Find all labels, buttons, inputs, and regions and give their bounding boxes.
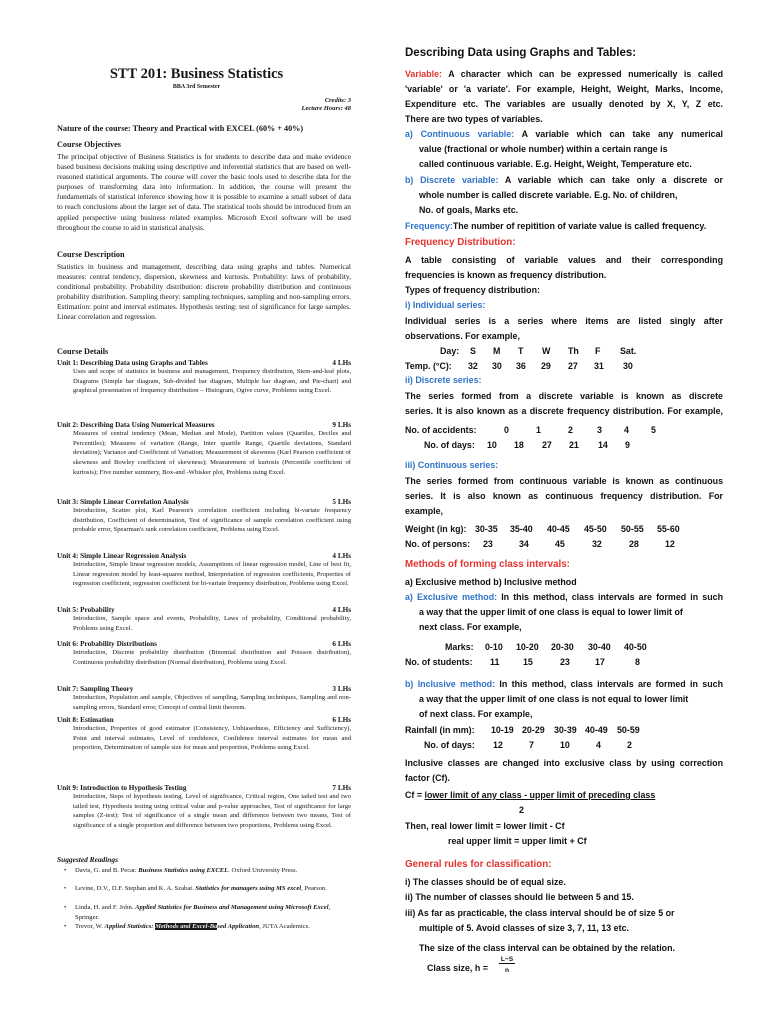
table-cell: 7 [529, 740, 534, 750]
text-line: There are two types of variables. [405, 114, 543, 124]
text-line: 'variable' or 'a variate'. For example, Height, Weight, Marks, Income, [405, 84, 723, 94]
course-title: STT 201: Business Statistics [109, 66, 284, 82]
discrete-series-table [405, 424, 763, 454]
reading-item: • Trevor, W. Applied Statistics: Methods and Excel-Based Application, JUTA Academics. [64, 923, 310, 930]
table-cell: 32 [468, 361, 478, 371]
table-cell: 3 [597, 425, 602, 435]
rules-heading: General rules for classification: [405, 859, 552, 870]
table-cell: 4 [596, 740, 601, 750]
unit-body: Uses and scope of statistics in business and management, Frequency distribution, Stem-and-leaf plots, Diagrams (Simple bar diagram, Sub-divided bar diagram, Multiple bar diagram, and Pie-chart) and graphical presentation of frequency distribution – Histogram, Ogive curve, Problems using Excel. [73, 368, 351, 395]
unit-body: Measures of central tendency (Mean, Median and Mode), Partition values (Quartiles, Deciles and Percentiles); Measures of variation (Range, Inter quartile Range, Quartile deviations, Standard deviation); Variance and Coefficient of Variation; Measurement of skewness (Karl Pearson coefficient of skewness and Bowley coefficient of skewness); Measurement of kurtosis (Percentile coefficient of kurtosis); Five number summery, Box-and -Whisker plot, Problems using Excel. [73, 430, 351, 476]
details-heading: Course Details [57, 347, 109, 356]
table-cell: 30 [623, 361, 633, 371]
table-cell: 30 [492, 361, 502, 371]
text-line: next class. For example, [419, 622, 522, 632]
text-line: called continuous variable. E.g. Height, Weight, Temperature etc. [419, 159, 692, 169]
inclusive-table [405, 724, 763, 754]
table-cell: 20-30 [551, 642, 574, 652]
class-size-label: Class size, h = [427, 963, 488, 973]
unit-title: Unit 5: Probability [57, 606, 115, 614]
table-cell: 10 [487, 440, 497, 450]
credits-label: Credits: 3 [324, 97, 351, 104]
table-cell: 40-49 [585, 725, 608, 735]
table-cell: 2 [627, 740, 632, 750]
table-cell: 10-20 [516, 642, 539, 652]
table-cell: 50-59 [617, 725, 640, 735]
methods-heading: Methods of forming class intervals: [405, 559, 570, 570]
unit-body: Introduction, Scatter plot, Karl Pearson's correlation coefficient including bi-variate frequency distribution, Coefficient of determination, Test of significance of sample correlation coefficient using probable error, Spearman's rank correlation coefficient, Problems using Excel. [73, 507, 351, 534]
continuous-series-heading: iii) Continuous series: [405, 460, 499, 470]
table-cell: 0 [504, 425, 509, 435]
text-line: whole number is called discrete variable. E.g. No. of children, [419, 190, 678, 200]
unit-body: Introduction, Sample space and events, Probability, Laws of probability, Conditional probability, Problems using Excel. [73, 615, 351, 632]
unit-hours: 6 LHs [332, 716, 351, 724]
table-cell: Th [568, 346, 579, 356]
table-cell: 11 [490, 657, 500, 667]
text-line: Expenditure etc. The variables are usually denoted by X, Y, Z etc. [405, 99, 723, 109]
text-line: factor (Cf). [405, 773, 450, 783]
rain-days-label: No. of days: [424, 740, 475, 750]
table-cell: 35-40 [510, 524, 533, 534]
unit-3 [57, 498, 351, 535]
table-cell: 30-39 [554, 725, 577, 735]
class-size-numerator: L−S [500, 956, 514, 963]
table-cell: S [470, 346, 476, 356]
exclusive-table [405, 641, 763, 671]
unit-title: Unit 2: Describing Data Using Numerical Measures [57, 421, 215, 429]
text-line: observations. For example, [405, 331, 520, 341]
table-cell: 12 [665, 539, 675, 549]
exclusive-method-line: a) Exclusive method: In this method, class intervals are formed in such [405, 592, 724, 602]
cf-numerator: lower limit of any class - upper limit of preceding class [424, 790, 656, 800]
description-heading: Course Description [57, 250, 125, 259]
text-line: series. It is also known as continuous frequency distribution. For [405, 491, 723, 501]
table-cell: W [542, 346, 551, 356]
students-label: No. of students: [405, 657, 473, 667]
unit-title: Unit 4: Simple Linear Regression Analysis [57, 552, 187, 560]
text-line: value (fractional or whole number) within a certain range is [419, 144, 668, 154]
bullet-icon: • [64, 904, 67, 911]
temp-label: Temp. (°C): [405, 361, 452, 371]
rule-item: multiple of 5. Avoid classes of size 3, 7, 11, 13 etc. [419, 923, 629, 933]
bullet-icon: • [64, 923, 67, 930]
table-cell: 55-60 [657, 524, 680, 534]
unit-title: Unit 3: Simple Linear Correlation Analysis [57, 498, 189, 506]
unit-hours: 7 LHs [332, 784, 351, 792]
table-cell: 27 [542, 440, 552, 450]
unit-body: Introduction, Simple linear regression models, Assumptions of linear regression model, Line of best fit, Linear regression model by least-squares method, Interpretation of regression coefficients, Properties of regression coefficient, regression coefficient for bi-variate frequency distribution, Problems using Excel. [73, 561, 351, 588]
weight-label: Weight (in kg): [405, 524, 467, 534]
text-line: No. of goals, Marks etc. [419, 205, 519, 215]
table-cell: 12 [493, 740, 503, 750]
table-cell: 30-35 [475, 524, 498, 534]
unit-hours: 4 LHs [332, 359, 351, 367]
table-cell: 23 [560, 657, 570, 667]
objectives-heading: Course Objectives [57, 140, 121, 149]
text-line: The series formed from a discrete variable is known as discrete [405, 391, 723, 401]
class-size-denominator: n [504, 967, 510, 974]
page-title: Describing Data using Graphs and Tables: [405, 47, 637, 59]
unit-title: Unit 7: Sampling Theory [57, 685, 134, 693]
bullet-icon: • [64, 867, 67, 874]
unit-9 [57, 784, 351, 831]
table-cell: 10 [560, 740, 570, 750]
bullet-icon: • [64, 885, 67, 892]
inclusive-method-line: b) Inclusive method: In this method, class intervals are formed in such [405, 679, 724, 689]
table-cell: 29 [541, 361, 551, 371]
correction-factor-formula [405, 789, 655, 801]
unit-title: Unit 9: Introduction to Hypothesis Testing [57, 784, 187, 792]
table-cell: 30-40 [588, 642, 611, 652]
real-upper-limit: real upper limit = upper limit + Cf [448, 836, 587, 846]
unit-hours: 5 LHs [332, 498, 351, 506]
text-line: Individual series is a series where items are listed singly after [405, 316, 723, 326]
description-text: Statistics in business and management, describing data using graphs and tables. Numerical measures: central tendency, dispersion, skewness and kurtosis. Probability: laws of probability, conditional probability. Probability distribution: discrete probability distribution and continuous probability distribution. Sampling theory: sampling techniques, sampling and non-sampling errors. Estimation: point and interval estimates. Hypothesis testing: test of significance for large samples. Linear correlation and regression. [57, 262, 351, 322]
unit-body: Introduction, Steps of hypothesis testing, Level of significance, Critical region, One tailed test and two tailed test, Hypothesis testing using critical value and p-value approaches, Test of significance for large samples (Z-test): Test of significance of a single mean and difference between two means, Test of significance of a single proportion and difference between two proportions, Problems using Excel. [73, 793, 351, 830]
unit-7 [57, 685, 351, 712]
table-cell: Sat. [620, 346, 637, 356]
table-cell: 17 [595, 657, 605, 667]
text-line: a way that the upper limit of one class is equal to lower limit of [419, 607, 683, 617]
text-line: A table consisting of variable values and their corresponding [405, 255, 723, 265]
rule-item: iii) As far as practicable, the class interval should be of size 5 or [405, 908, 675, 918]
methods-list: a) Exclusive method b) Inclusive method [405, 577, 577, 587]
individual-series-table [405, 345, 763, 375]
table-cell: 9 [625, 440, 630, 450]
marks-label: Marks: [445, 642, 474, 652]
semester-label: BBA 3rd Semester [172, 84, 221, 90]
frequency-line: Frequency:The number of repitition of variate value is called frequency. [405, 221, 707, 231]
class-size-text: The size of the class interval can be obtained by the relation. [419, 943, 675, 953]
continuous-variable-line: a) Continuous variable: A variable which can take any numerical [405, 129, 723, 139]
table-cell: 32 [592, 539, 602, 549]
unit-6 [57, 640, 351, 667]
unit-title: Unit 1: Describing Data using Graphs and Tables [57, 359, 208, 367]
reading-item: • Levine, D.V., D.F. Stephan and K. A. Szabat. Statistics for managers using MS excel, Pearson. [64, 885, 327, 892]
accidents-label: No. of accidents: [405, 425, 477, 435]
table-cell: 28 [629, 539, 639, 549]
cf-label: Cf = [405, 790, 423, 800]
unit-1 [57, 359, 351, 396]
unit-body: Introduction, Properties of good estimator (Consistency, Unbiasedness, Efficiency and Sufficiency), Point and interval estimates, Level of confidence, Confidence interval estimates for mean and proportion, Determination of sample size for mean and proportion, Problems using Excel. [73, 725, 351, 752]
unit-5 [57, 606, 351, 633]
text-line: a way that the upper limit of one class is not equal to lower limit [419, 694, 689, 704]
redaction-highlight: Methods and Excel-Ba [155, 923, 218, 930]
table-cell: 31 [594, 361, 604, 371]
rule-item: ii) The number of classes should lie between 5 and 15. [405, 892, 634, 902]
course-nature: Nature of the course: Theory and Practical with EXCEL (60% + 40%) [57, 124, 304, 133]
unit-hours: 6 LHs [332, 640, 351, 648]
individual-series-heading: i) Individual series: [405, 300, 486, 310]
table-cell: 8 [635, 657, 640, 667]
unit-4 [57, 552, 351, 589]
persons-label: No. of persons: [405, 539, 471, 549]
rainfall-label: Rainfall (in mm): [405, 725, 475, 735]
unit-title: Unit 8: Estimation [57, 716, 114, 724]
table-cell: 5 [651, 425, 656, 435]
day-label: Day: [440, 346, 460, 356]
table-cell: 36 [516, 361, 526, 371]
unit-body: Introduction, Population and sample, Objectives of sampling, Sampling techniques, Sampling and non-sampling errors, Standard error, Concept of central limit theorem. [73, 694, 351, 711]
table-cell: 40-45 [547, 524, 570, 534]
readings-heading: Suggested Readings [57, 855, 118, 864]
continuous-series-table [405, 523, 763, 553]
table-cell: 45 [555, 539, 565, 549]
table-cell: 14 [598, 440, 608, 450]
table-cell: M [493, 346, 501, 356]
table-cell: 2 [568, 425, 573, 435]
table-cell: 40-50 [624, 642, 647, 652]
rule-item: i) The classes should be of equal size. [405, 877, 566, 887]
objectives-text: The principal objective of Business Statistics is for students to describe data and make evidence based business decisions making using descriptive and inferential statistics that are based on well-reasoned statistical arguments. The course will cover the basic tools used to describe data for the purposes of transforming data into information. In addition, the course will present the fundamentals of statistical inference showing how it is possible to examine a small subset of data to reach conclusions about the larger set of data. The statistical tools should be introduced from an applied perspective using business related examples. Microsoft Excel software will be used throughout the course to aid in statistical analysis. [57, 152, 351, 232]
table-cell: 20-29 [522, 725, 545, 735]
unit-8 [57, 716, 351, 753]
unit-hours: 4 LHs [332, 606, 351, 614]
table-cell: 34 [519, 539, 529, 549]
text-line: Types of frequency distribution: [405, 285, 540, 295]
reading-item: • Linda, H. and F. John. Applied Statistics for Business and Management using Microsoft Excel, Springer. [64, 904, 331, 921]
table-cell: 15 [523, 657, 533, 667]
text-line: The series formed from continuous variable is known as continuous [405, 476, 723, 486]
text-line: series. It is also known as a discrete frequency distribution. For example, [405, 406, 723, 416]
real-lower-limit: Then, real lower limit = lower limit - Cf [405, 821, 565, 831]
unit-hours: 4 LHs [332, 552, 351, 560]
table-cell: 27 [568, 361, 578, 371]
text-line: Inclusive classes are changed into exclusive class by using correction [405, 758, 723, 768]
table-cell: 21 [569, 440, 579, 450]
unit-title: Unit 6: Probability Distributions [57, 640, 157, 648]
table-cell: 23 [483, 539, 493, 549]
unit-hours: 3 LHs [332, 685, 351, 693]
notes-page [405, 0, 763, 1024]
lecture-hours-label: Lecture Hours: 48 [301, 105, 351, 112]
table-cell: 0-10 [485, 642, 503, 652]
discrete-series-heading: ii) Discrete series: [405, 375, 482, 385]
table-cell: 4 [624, 425, 629, 435]
discrete-variable-line: b) Discrete variable: A variable which can take only a discrete or [405, 175, 724, 185]
variable-line: Variable: A character which can be expressed numerically is called [405, 69, 724, 79]
cf-denominator: 2 [519, 805, 524, 815]
unit-2 [57, 421, 351, 478]
text-line: example, [405, 506, 443, 516]
table-cell: F [595, 346, 601, 356]
table-cell: 10-19 [491, 725, 514, 735]
reading-item: • Davis, G. and B. Pecar. Business Statistics using EXCEL. Oxford University Press. [64, 867, 298, 874]
unit-body: Introduction, Discrete probability distribution (Binomial distribution and Poisson distribution), Continuous probability distribution (Normal distribution), Problems using Excel. [73, 649, 351, 666]
days-label: No. of days: [424, 440, 475, 450]
table-cell: T [518, 346, 524, 356]
unit-hours: 9 LHs [332, 421, 351, 429]
table-cell: 18 [514, 440, 524, 450]
table-cell: 50-55 [621, 524, 644, 534]
table-cell: 1 [536, 425, 541, 435]
text-line: of next class. For example, [419, 709, 533, 719]
table-cell: 45-50 [584, 524, 607, 534]
text-line: frequencies is known as frequency distribution. [405, 270, 607, 280]
frequency-distribution-heading: Frequency Distribution: [405, 237, 516, 248]
